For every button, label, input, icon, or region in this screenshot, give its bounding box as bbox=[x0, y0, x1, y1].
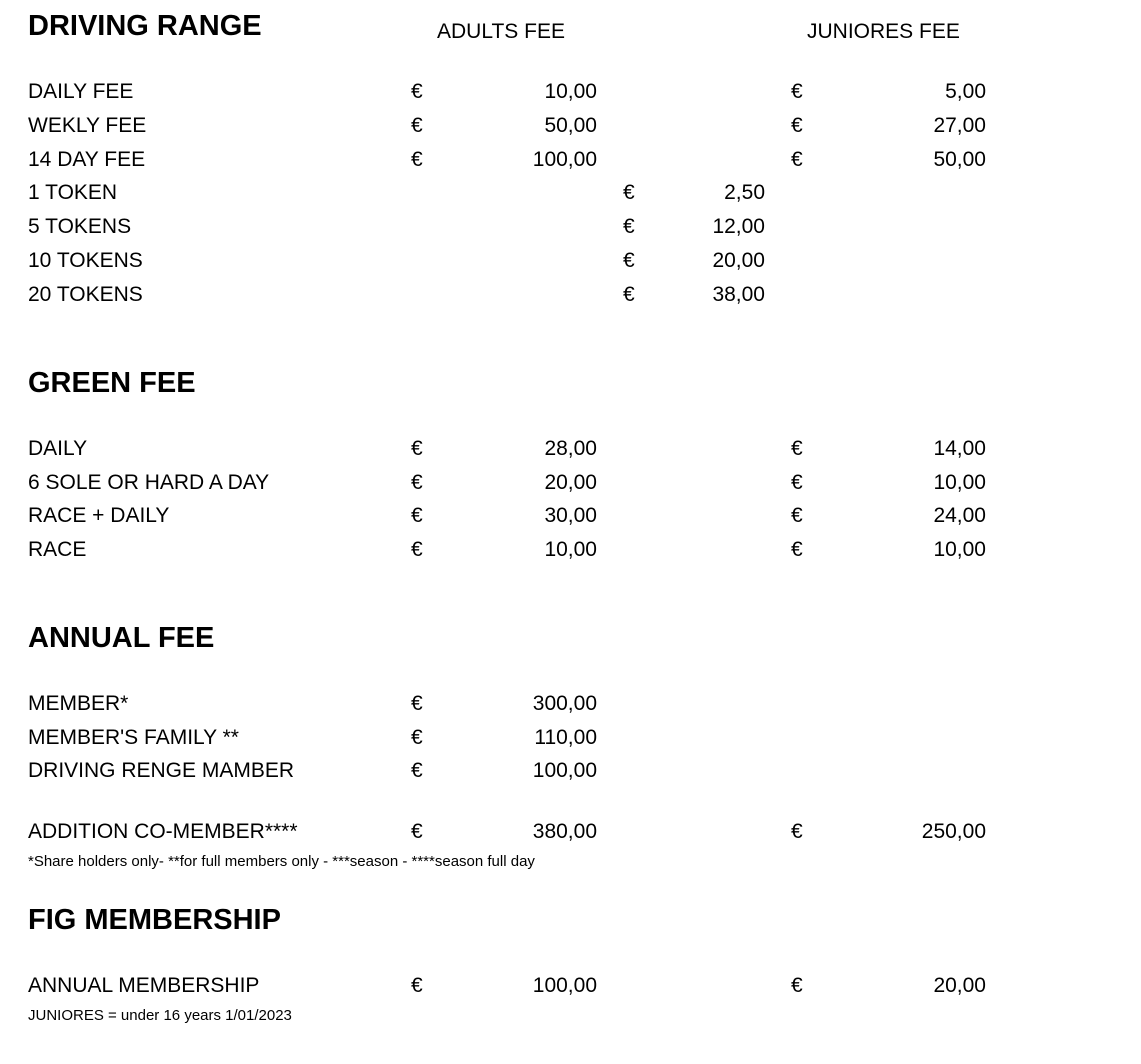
section-title-annual-fee: ANNUAL FEE bbox=[28, 622, 215, 654]
adult-amount: 380,00 bbox=[532, 820, 597, 843]
row-label: DAILY FEE bbox=[28, 80, 134, 103]
junior-amount: 250,00 bbox=[921, 820, 986, 843]
euro-sign: € bbox=[411, 726, 423, 749]
footnote-juniores: JUNIORES = under 16 years 1/01/2023 bbox=[28, 1007, 292, 1024]
column-header-juniores-fee: JUNIORES FEE bbox=[807, 20, 960, 43]
euro-sign: € bbox=[791, 820, 803, 843]
adult-amount: 100,00 bbox=[532, 759, 597, 782]
row-label: MEMBER* bbox=[28, 692, 129, 715]
row-label: RACE bbox=[28, 538, 87, 561]
section-title-fig-membership: FIG MEMBERSHIP bbox=[28, 904, 281, 936]
junior-amount: 27,00 bbox=[933, 114, 986, 137]
row-label: 10 TOKENS bbox=[28, 249, 143, 272]
junior-amount: 14,00 bbox=[933, 437, 986, 460]
row-label: ADDITION CO-MEMBER**** bbox=[28, 820, 298, 843]
adult-amount: 50,00 bbox=[544, 114, 597, 137]
adult-amount: 300,00 bbox=[532, 692, 597, 715]
euro-sign: € bbox=[791, 80, 803, 103]
row-label: MEMBER'S FAMILY ** bbox=[28, 726, 239, 749]
euro-sign: € bbox=[411, 114, 423, 137]
row-label: ANNUAL MEMBERSHIP bbox=[28, 974, 260, 997]
column-header-adults-fee: ADULTS FEE bbox=[437, 20, 565, 43]
adult-amount: 10,00 bbox=[544, 80, 597, 103]
euro-sign: € bbox=[623, 283, 635, 306]
euro-sign: € bbox=[411, 504, 423, 527]
euro-sign: € bbox=[623, 249, 635, 272]
adult-amount: 10,00 bbox=[544, 538, 597, 561]
token-amount: 20,00 bbox=[712, 249, 765, 272]
euro-sign: € bbox=[411, 538, 423, 561]
token-amount: 12,00 bbox=[712, 215, 765, 238]
adult-amount: 110,00 bbox=[534, 726, 597, 749]
euro-sign: € bbox=[791, 437, 803, 460]
row-label: 6 SOLE OR HARD A DAY bbox=[28, 471, 270, 494]
row-label: DRIVING RENGE MAMBER bbox=[28, 759, 295, 782]
row-label: 1 TOKEN bbox=[28, 181, 118, 204]
row-label: 5 TOKENS bbox=[28, 215, 132, 238]
row-label: 14 DAY FEE bbox=[28, 148, 146, 171]
section-title-driving-range: DRIVING RANGE bbox=[28, 10, 262, 42]
row-label: WEKLY FEE bbox=[28, 114, 147, 137]
row-label: 20 TOKENS bbox=[28, 283, 143, 306]
euro-sign: € bbox=[411, 974, 423, 997]
euro-sign: € bbox=[411, 437, 423, 460]
junior-amount: 5,00 bbox=[945, 80, 986, 103]
token-amount: 38,00 bbox=[712, 283, 765, 306]
euro-sign: € bbox=[791, 504, 803, 527]
junior-amount: 10,00 bbox=[933, 471, 986, 494]
adult-amount: 100,00 bbox=[532, 148, 597, 171]
footnote-annual-fee: *Share holders only- **for full members only - ***season - ****season full day bbox=[28, 853, 535, 870]
euro-sign: € bbox=[411, 820, 423, 843]
euro-sign: € bbox=[411, 148, 423, 171]
row-label: DAILY bbox=[28, 437, 88, 460]
euro-sign: € bbox=[623, 181, 635, 204]
adult-amount: 100,00 bbox=[532, 974, 597, 997]
junior-amount: 24,00 bbox=[933, 504, 986, 527]
junior-amount: 20,00 bbox=[933, 974, 986, 997]
euro-sign: € bbox=[791, 471, 803, 494]
euro-sign: € bbox=[411, 759, 423, 782]
adult-amount: 30,00 bbox=[544, 504, 597, 527]
euro-sign: € bbox=[623, 215, 635, 238]
adult-amount: 28,00 bbox=[544, 437, 597, 460]
euro-sign: € bbox=[791, 974, 803, 997]
section-title-green-fee: GREEN FEE bbox=[28, 367, 196, 399]
euro-sign: € bbox=[791, 148, 803, 171]
junior-amount: 50,00 bbox=[933, 148, 986, 171]
euro-sign: € bbox=[791, 114, 803, 137]
euro-sign: € bbox=[411, 80, 423, 103]
euro-sign: € bbox=[791, 538, 803, 561]
adult-amount: 20,00 bbox=[544, 471, 597, 494]
euro-sign: € bbox=[411, 471, 423, 494]
row-label: RACE + DAILY bbox=[28, 504, 170, 527]
euro-sign: € bbox=[411, 692, 423, 715]
token-amount: 2,50 bbox=[724, 181, 765, 204]
junior-amount: 10,00 bbox=[933, 538, 986, 561]
